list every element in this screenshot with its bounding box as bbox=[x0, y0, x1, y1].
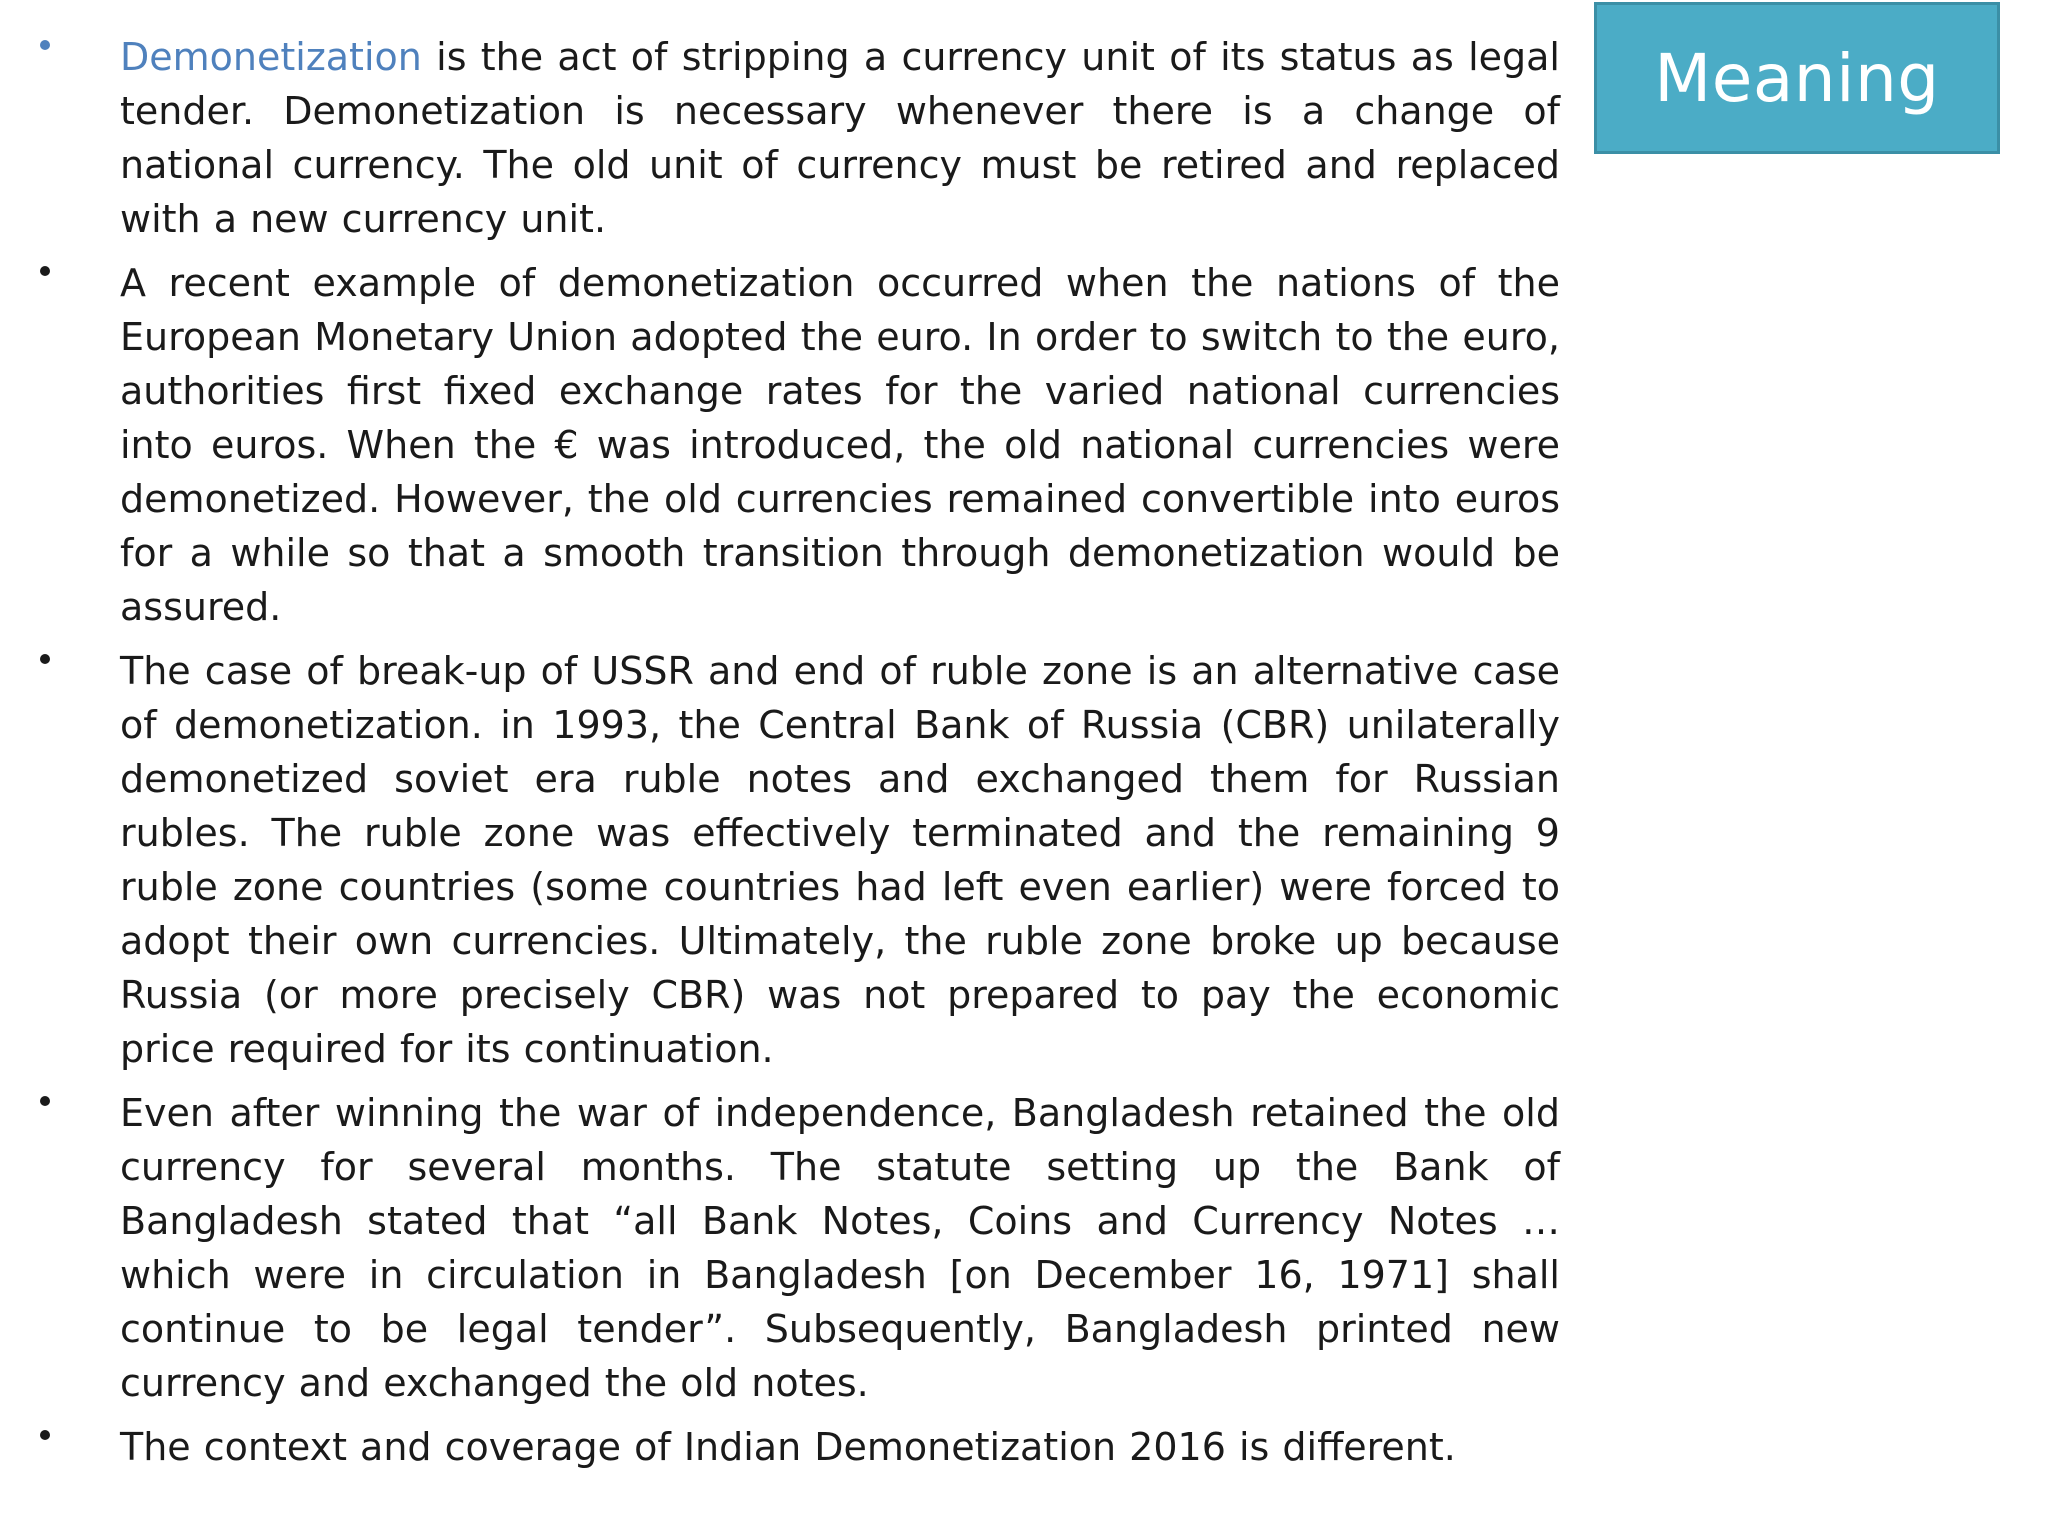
slide-title-box bbox=[1594, 2, 2000, 154]
bullet-dot-icon bbox=[40, 266, 50, 276]
bullet-text bbox=[120, 30, 1560, 246]
bullet-item bbox=[0, 256, 1560, 634]
bullet-dot-icon bbox=[40, 40, 50, 50]
bullet-body: is the act of stripping a currency unit of its status as legal tender. Demonetization is necessary whenever there is a change of national currency. The old unit of currency must be retired and replaced with a new currency unit. bbox=[120, 35, 1560, 241]
lead-term: Demonetization bbox=[120, 35, 422, 79]
bullet-dot-icon bbox=[40, 654, 50, 664]
bullet-item bbox=[0, 1420, 1560, 1474]
bullet-text: A recent example of demonetization occurred when the nations of the European Monetary Union adopted the euro. In order to switch to the euro, authorities first fixed exchange rates for the varied national currencies into euros. When the € was introduced, the old national currencies were demonetized. However, the old currencies remained convertible into euros for a while so that a smooth transition through demonetization would be assured. bbox=[120, 261, 1560, 629]
bullet-item bbox=[0, 1086, 1560, 1410]
bullet-item bbox=[0, 644, 1560, 1076]
bullet-text: The context and coverage of Indian Demonetization 2016 is different. bbox=[120, 1425, 1456, 1469]
bullet-text: The case of break-up of USSR and end of ruble zone is an alternative case of demonetization. in 1993, the Central Bank of Russia (CBR) unilaterally demonetized soviet era ruble notes and exchanged them for Russian rubles. The ruble zone was effectively terminated and the remaining 9 ruble zone countries (some countries had left even earlier) were forced to adopt their own currencies. Ultimately, the ruble zone broke up because Russia (or more precisely CBR) was not prepared to pay the economic price required for its continuation. bbox=[120, 649, 1560, 1071]
slide-title: Meaning bbox=[1654, 39, 1940, 117]
bullet-text: Even after winning the war of independence, Bangladesh retained the old currency for several months. The statute setting up the Bank of Bangladesh stated that “all Bank Notes, Coins and Currency Notes … which were in circulation in Bangladesh [on December 16, 1971] shall continue to be legal tender”. Subsequently, Bangladesh printed new currency and exchanged the old notes. bbox=[120, 1091, 1560, 1405]
bullet-dot-icon bbox=[40, 1096, 50, 1106]
bullet-dot-icon bbox=[40, 1430, 50, 1440]
bullet-item bbox=[0, 30, 1560, 246]
bullet-list bbox=[0, 30, 1560, 1484]
